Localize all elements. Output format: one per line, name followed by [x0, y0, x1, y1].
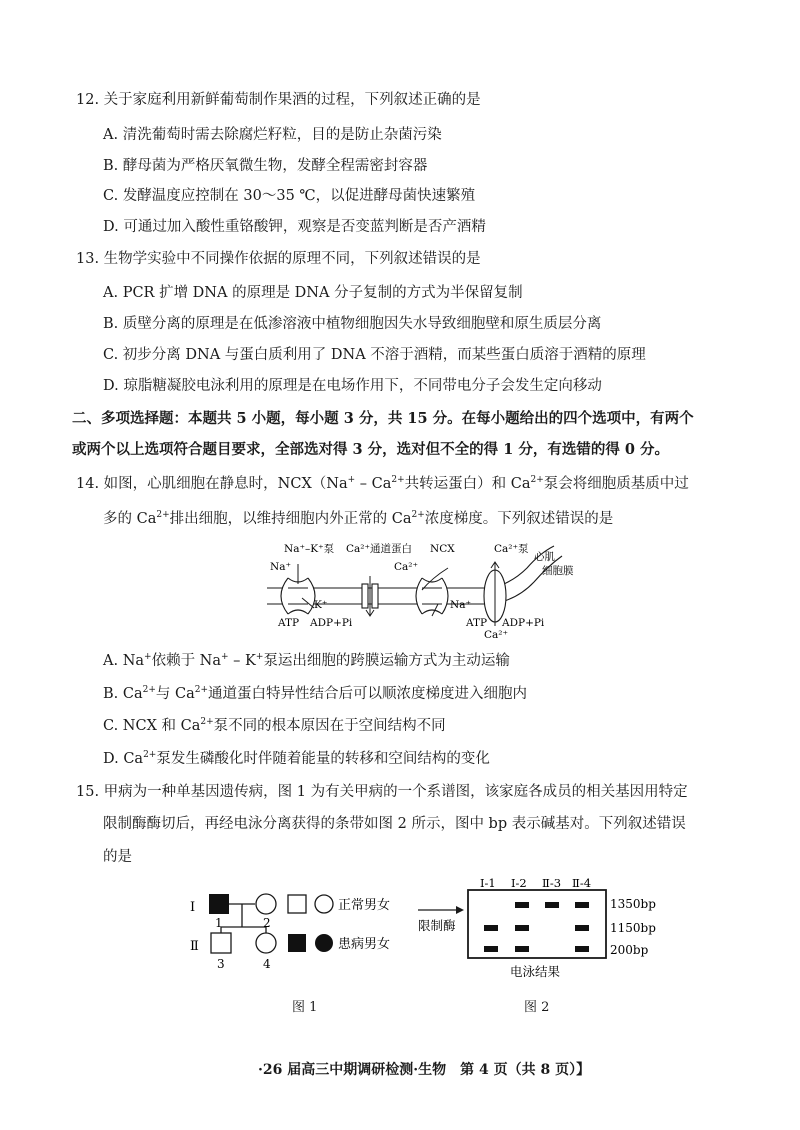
- q13-option-a: A. PCR 扩增 DNA 的原理是 DNA 分子复制的方式为半保留复制: [103, 285, 523, 301]
- q14-option-a: A. Na+依赖于 Na+ – K+泵运出细胞的跨膜运输方式为主动运输: [103, 652, 510, 669]
- q15-stem-line3: 的是: [103, 849, 132, 865]
- number-3-label: 3: [217, 957, 225, 971]
- individual-1-affected-male: [209, 894, 229, 914]
- band-lane1-200: [484, 946, 498, 952]
- lane-label-4: Ⅱ-4: [572, 876, 592, 890]
- band-lane4-200: [575, 946, 589, 952]
- label-ca-bottom: Ca²⁺: [484, 629, 509, 638]
- label-na-ncx: Na⁺: [450, 599, 471, 611]
- label-adp-1: ADP+Pi: [310, 617, 353, 629]
- label-adp-2: ADP+Pi: [502, 617, 545, 629]
- label-atp-1: ATP: [278, 617, 300, 629]
- number-2-label: 2: [263, 916, 271, 930]
- legend-affected-male-icon: [288, 934, 306, 952]
- legend-normal-male-icon: [288, 895, 306, 913]
- generation-1-label: I: [190, 900, 196, 915]
- result-label: 电泳结果: [510, 964, 561, 979]
- band-lane4-1150: [575, 925, 589, 931]
- legend-normal-label: 正常男女: [338, 898, 391, 913]
- band-lane4-1350: [575, 902, 589, 908]
- membrane-transport-figure: [262, 538, 592, 638]
- q12-option-a: A. 清洗葡萄时需去除腐烂籽粒，目的是防止杂菌污染: [103, 127, 442, 143]
- label-atp-2: ATP: [466, 617, 488, 629]
- label-membrane-2: 细胞膜: [542, 565, 574, 577]
- band-lane3-1350: [545, 902, 559, 908]
- legend-affected-label: 患病男女: [338, 937, 391, 952]
- label-ca-channel: Ca²⁺通道蛋白: [346, 543, 413, 555]
- individual-4-normal-female: [256, 933, 276, 953]
- electrophoresis-figure: [412, 876, 668, 986]
- legend-normal-female-icon: [315, 895, 333, 913]
- band-lane2-200: [515, 946, 529, 952]
- q14-option-c: C. NCX 和 $Ca^{2+}$泵不同的根本原因在于空间结构不同: [103, 717, 446, 734]
- q14-stem-line1: 14. 如图，心肌细胞在静息时，$NCX(Na^+ - Ca^{2+}$共转运蛋白）和 $Ca^{2+}$泵会将细胞质基质中过: [76, 475, 689, 492]
- q15-stem-line2: 限制酶酶切后，再经电泳分离获得的条带如图 2 所示，图中 bp 表示碱基对。下列叙述错误: [103, 816, 686, 832]
- band-lane2-1350: [515, 902, 529, 908]
- band-lane2-1150: [515, 925, 529, 931]
- legend-affected-female-icon: [315, 934, 333, 952]
- q13-option-b: B. 质壁分离的原理是在低渗溶液中植物细胞因失水导致细胞壁和原生质层分离: [103, 316, 602, 332]
- generation-2-label: Ⅱ: [190, 939, 199, 954]
- number-4-label: 4: [263, 957, 271, 971]
- size-label-1350: 1350bp: [610, 897, 656, 911]
- lane-label-2: Ⅰ-2: [511, 876, 527, 890]
- size-label-200: 200bp: [610, 943, 649, 957]
- q13-option-c: C. 初步分离 DNA 与蛋白质利用了 DNA 不溶于酒精，而某些蛋白质溶于酒精的原理: [103, 347, 646, 363]
- ncx-shape: [416, 578, 448, 614]
- number-1-label: 1: [215, 916, 223, 930]
- label-ca-pump: Ca²⁺泵: [494, 543, 529, 555]
- q12-option-d: D. 可通过加入酸性重铬酸钾，观察是否变蓝判断是否产酒精: [103, 219, 486, 235]
- label-na-k-pump: Na⁺–K⁺泵: [284, 543, 335, 555]
- size-label-1150: 1150bp: [610, 921, 656, 935]
- q12-stem: 12. 关于家庭利用新鲜葡萄制作果酒的过程，下列叙述正确的是: [76, 92, 481, 108]
- individual-2-normal-female: [256, 894, 276, 914]
- q14-option-b: B. $Ca^{2+}$与 $Ca^{2+}$通道蛋白特异性结合后可以顺浓度梯度进入细胞内: [103, 685, 528, 702]
- lane-label-1: Ⅰ-1: [480, 876, 496, 890]
- section2-heading: 二、多项选择题：本题共 5 小题，每小题 3 分，共 15 分。在每小题给出的四个选项中，有两个: [72, 410, 694, 427]
- individual-3-normal-male: [211, 933, 231, 953]
- label-membrane-1: 心肌: [534, 551, 555, 563]
- q12-option-c: C. 发酵温度应控制在 30～35 ℃，以促进酵母菌快速繁殖: [103, 188, 476, 204]
- q14-option-d: D. $Ca^{2+}$泵发生磷酸化时伴随着能量的转移和空间结构的变化: [103, 750, 490, 767]
- band-lane1-1150: [484, 925, 498, 931]
- q13-stem: 13. 生物学实验中不同操作依据的原理不同，下列叙述错误的是: [76, 251, 481, 267]
- label-na-left: Na⁺: [270, 561, 291, 573]
- q15-stem-line1: 15. 甲病为一种单基因遗传病，图 1 为有关甲病的一个系谱图，该家庭各成员的相关基因用特定: [76, 784, 688, 800]
- lane-label-3: Ⅱ-3: [542, 876, 562, 890]
- q14-stem-line2: 多的 $Ca^{2+}$排出细胞，以维持细胞内外正常的 $Ca^{2+}$浓度梯度。下列叙述错误的是: [103, 510, 614, 527]
- figure-2-caption: 图 2: [524, 1000, 550, 1015]
- enzyme-label: 限制酶: [418, 918, 456, 933]
- q12-option-b: B. 酵母菌为严格厌氧微生物，发酵全程需密封容器: [103, 158, 428, 174]
- section2-instructions: 或两个以上选项符合题目要求，全部选对得 3 分，选对但不全的得 1 分，有选错的得 0 分。: [72, 441, 670, 458]
- label-k: K⁺: [314, 599, 328, 611]
- label-ca-ncx: Ca²⁺: [394, 561, 419, 573]
- q13-option-d: D. 琼脂糖凝胶电泳利用的原理是在电场作用下，不同带电分子会发生定向移动: [103, 378, 602, 394]
- figure-1-caption: 图 1: [292, 1000, 318, 1015]
- page-footer: ·26 届高三中期调研检测·生物 第 4 页（共 8 页）】: [258, 1062, 591, 1078]
- pedigree-figure: [188, 886, 428, 976]
- label-ncx: NCX: [430, 543, 455, 555]
